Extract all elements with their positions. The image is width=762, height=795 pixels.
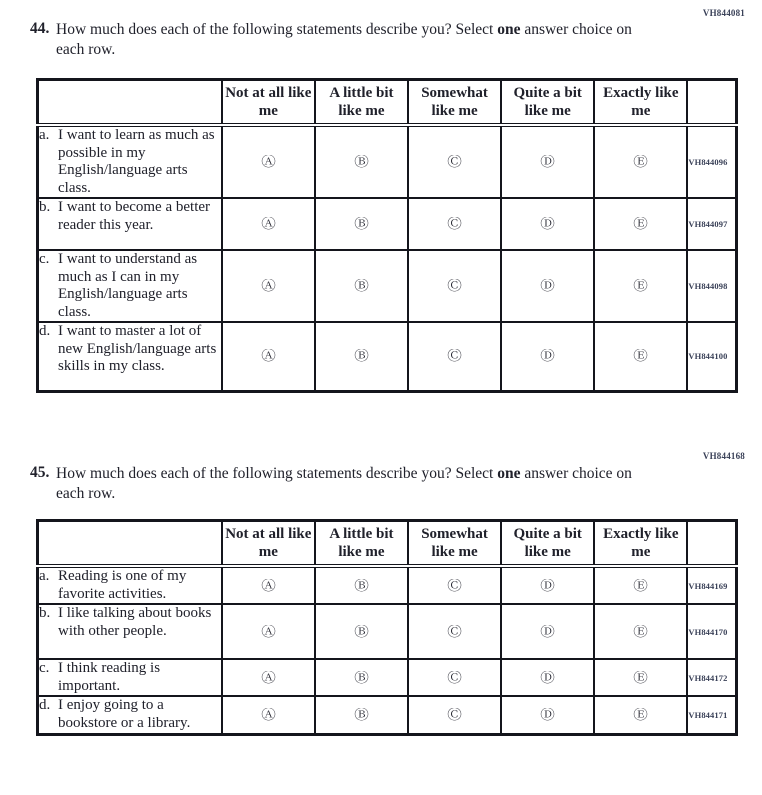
option-cell — [315, 322, 408, 391]
row-item-code: VH844098 — [687, 250, 736, 322]
statement-cell — [38, 566, 222, 604]
prompt-post: answer choice on each row. — [56, 465, 632, 502]
row-letter: c. — [39, 660, 50, 676]
statement-text: Reading is one of my favorite activities. — [58, 568, 187, 602]
option-cell — [594, 604, 687, 659]
option-cell — [408, 322, 501, 391]
option-cell — [222, 659, 315, 696]
option-cell — [501, 566, 594, 604]
statement-text: I like talking about books with other people. — [58, 605, 212, 639]
answer-bubble-e[interactable]: Ⓔ — [633, 707, 649, 723]
answer-bubble-c[interactable]: Ⓒ — [447, 217, 462, 232]
column-header-quite-a-bit: Quite a bit like me — [501, 80, 594, 126]
option-cell — [222, 696, 315, 734]
column-header-exactly-like: Exactly like me — [594, 80, 687, 126]
column-header-quite-a-bit: Quite a bit like me — [501, 521, 594, 567]
table-row — [38, 198, 737, 250]
row-item-code: VH844100 — [687, 322, 736, 391]
table-header-row — [38, 80, 737, 126]
option-cell — [315, 125, 408, 198]
answer-bubble-a[interactable]: Ⓐ — [261, 707, 276, 723]
answer-bubble-e[interactable]: Ⓔ — [633, 578, 649, 594]
statement-text: I enjoy going to a bookstore or a library. — [58, 697, 191, 731]
answer-bubble-a[interactable]: Ⓐ — [261, 624, 276, 640]
answer-bubble-c[interactable]: Ⓒ — [447, 279, 462, 294]
statement-cell — [38, 696, 222, 734]
prompt-post: answer choice on each row. — [56, 21, 632, 58]
table-row — [38, 250, 737, 322]
answer-bubble-a[interactable]: Ⓐ — [261, 349, 276, 365]
option-cell — [222, 125, 315, 198]
option-cell — [408, 250, 501, 322]
question-44-prompt — [56, 20, 642, 59]
answer-bubble-b[interactable]: Ⓑ — [354, 707, 369, 723]
column-header-a-little-bit: A little bit like me — [315, 521, 408, 567]
option-cell — [315, 604, 408, 659]
option-cell — [408, 566, 501, 604]
option-cell — [501, 604, 594, 659]
row-letter: c. — [39, 251, 50, 267]
row-item-code: VH844172 — [687, 659, 736, 696]
row-letter: a. — [39, 568, 50, 584]
row-item-code: VH844097 — [687, 198, 736, 250]
option-cell — [315, 696, 408, 734]
statement-cell — [38, 250, 222, 322]
statement-cell — [38, 322, 222, 391]
answer-bubble-c[interactable]: Ⓒ — [447, 578, 462, 594]
option-cell — [315, 566, 408, 604]
question-44-response-table — [36, 78, 738, 393]
statement-text: I want to master a lot of new English/language arts skills in my class. — [58, 323, 217, 374]
option-cell — [222, 250, 315, 322]
answer-bubble-c[interactable]: Ⓒ — [447, 349, 462, 365]
option-cell — [222, 322, 315, 391]
answer-bubble-d[interactable]: Ⓓ — [540, 624, 555, 640]
answer-bubble-b[interactable]: Ⓑ — [354, 578, 369, 594]
answer-bubble-b[interactable]: Ⓑ — [354, 217, 369, 232]
option-cell — [594, 322, 687, 391]
option-cell — [594, 125, 687, 198]
answer-bubble-e[interactable]: Ⓔ — [633, 670, 649, 686]
option-cell — [594, 696, 687, 734]
question-44-accession-code: VH844081 — [702, 8, 745, 18]
option-cell — [408, 125, 501, 198]
code-column-header — [687, 80, 736, 126]
answer-bubble-c[interactable]: Ⓒ — [447, 155, 462, 170]
option-cell — [315, 198, 408, 250]
row-letter: b. — [39, 605, 51, 621]
answer-bubble-d[interactable]: Ⓓ — [540, 670, 555, 686]
statement-text: I think reading is important. — [58, 660, 161, 694]
answer-bubble-a[interactable]: Ⓐ — [261, 578, 276, 594]
statement-cell — [38, 659, 222, 696]
prompt-pre: How much does each of the following statements describe you? Select — [56, 465, 498, 482]
option-cell — [408, 659, 501, 696]
option-cell — [408, 604, 501, 659]
option-cell — [222, 604, 315, 659]
question-45-number: 45. — [30, 464, 50, 481]
option-cell — [315, 250, 408, 322]
row-letter: b. — [39, 199, 51, 215]
answer-bubble-d[interactable]: Ⓓ — [540, 217, 555, 232]
answer-bubble-e[interactable]: Ⓔ — [633, 349, 649, 365]
statement-cell — [38, 125, 222, 198]
option-cell — [501, 659, 594, 696]
option-cell — [501, 696, 594, 734]
option-cell — [594, 250, 687, 322]
question-45-prompt — [56, 464, 642, 503]
question-44 — [30, 20, 642, 59]
row-item-code: VH844170 — [687, 604, 736, 659]
row-item-code: VH844169 — [687, 566, 736, 604]
answer-bubble-b[interactable]: Ⓑ — [354, 155, 369, 170]
column-header-not-at-all: Not at all like me — [222, 521, 315, 567]
column-header-not-at-all: Not at all like me — [222, 80, 315, 126]
answer-bubble-e[interactable]: Ⓔ — [633, 624, 649, 640]
option-cell — [501, 250, 594, 322]
answer-bubble-a[interactable]: Ⓐ — [261, 670, 276, 686]
statement-column-header — [38, 521, 222, 567]
statement-cell — [38, 198, 222, 250]
code-column-header — [687, 521, 736, 567]
column-header-somewhat: Somewhat like me — [408, 80, 501, 126]
answer-bubble-b[interactable]: Ⓑ — [354, 349, 369, 365]
option-cell — [501, 198, 594, 250]
answer-bubble-e[interactable]: Ⓔ — [633, 155, 649, 170]
option-cell — [594, 566, 687, 604]
answer-bubble-b[interactable]: Ⓑ — [354, 624, 369, 640]
row-item-code: VH844171 — [687, 696, 736, 734]
statement-text: I want to learn as much as possible in my English/language arts class. — [58, 127, 215, 196]
row-letter: d. — [39, 323, 51, 339]
option-cell — [501, 322, 594, 391]
option-cell — [315, 659, 408, 696]
table-row — [38, 696, 737, 734]
question-44-number: 44. — [30, 20, 50, 37]
statement-cell — [38, 604, 222, 659]
answer-bubble-b[interactable]: Ⓑ — [354, 279, 369, 294]
column-header-exactly-like: Exactly like me — [594, 521, 687, 567]
row-letter: a. — [39, 127, 50, 143]
table-row — [38, 566, 737, 604]
answer-bubble-a[interactable]: Ⓐ — [261, 279, 276, 294]
answer-bubble-d[interactable]: Ⓓ — [540, 279, 555, 294]
prompt-bold: one — [497, 465, 521, 482]
prompt-bold: one — [497, 21, 521, 38]
answer-bubble-a[interactable]: Ⓐ — [261, 217, 276, 232]
statement-column-header — [38, 80, 222, 126]
answer-bubble-d[interactable]: Ⓓ — [540, 349, 555, 365]
row-letter: d. — [39, 697, 51, 713]
answer-bubble-d[interactable]: Ⓓ — [540, 707, 555, 723]
answer-bubble-e[interactable]: Ⓔ — [633, 217, 649, 232]
table-row — [38, 659, 737, 696]
question-45-response-table — [36, 519, 738, 736]
table-row — [38, 125, 737, 198]
answer-bubble-a[interactable]: Ⓐ — [261, 155, 276, 170]
answer-bubble-e[interactable]: Ⓔ — [633, 279, 649, 294]
answer-bubble-d[interactable]: Ⓓ — [540, 578, 555, 594]
prompt-pre: How much does each of the following statements describe you? Select — [56, 21, 498, 38]
answer-bubble-c[interactable]: Ⓒ — [447, 624, 462, 640]
option-cell — [222, 566, 315, 604]
option-cell — [594, 198, 687, 250]
option-cell — [501, 125, 594, 198]
answer-bubble-d[interactable]: Ⓓ — [540, 155, 555, 170]
table-row — [38, 604, 737, 659]
answer-bubble-c[interactable]: Ⓒ — [447, 707, 462, 723]
table-header-row — [38, 521, 737, 567]
statement-text: I want to become a better reader this year. — [58, 199, 211, 233]
column-header-somewhat: Somewhat like me — [408, 521, 501, 567]
answer-bubble-b[interactable]: Ⓑ — [354, 670, 369, 686]
option-cell — [408, 696, 501, 734]
column-header-a-little-bit: A little bit like me — [315, 80, 408, 126]
option-cell — [408, 198, 501, 250]
row-item-code: VH844096 — [687, 125, 736, 198]
question-45 — [30, 464, 642, 503]
table-row — [38, 322, 737, 391]
statement-text: I want to understand as much as I can in my English/language arts class. — [58, 251, 198, 320]
question-45-accession-code: VH844168 — [702, 451, 745, 461]
option-cell — [222, 198, 315, 250]
option-cell — [594, 659, 687, 696]
answer-bubble-c[interactable]: Ⓒ — [447, 670, 462, 686]
